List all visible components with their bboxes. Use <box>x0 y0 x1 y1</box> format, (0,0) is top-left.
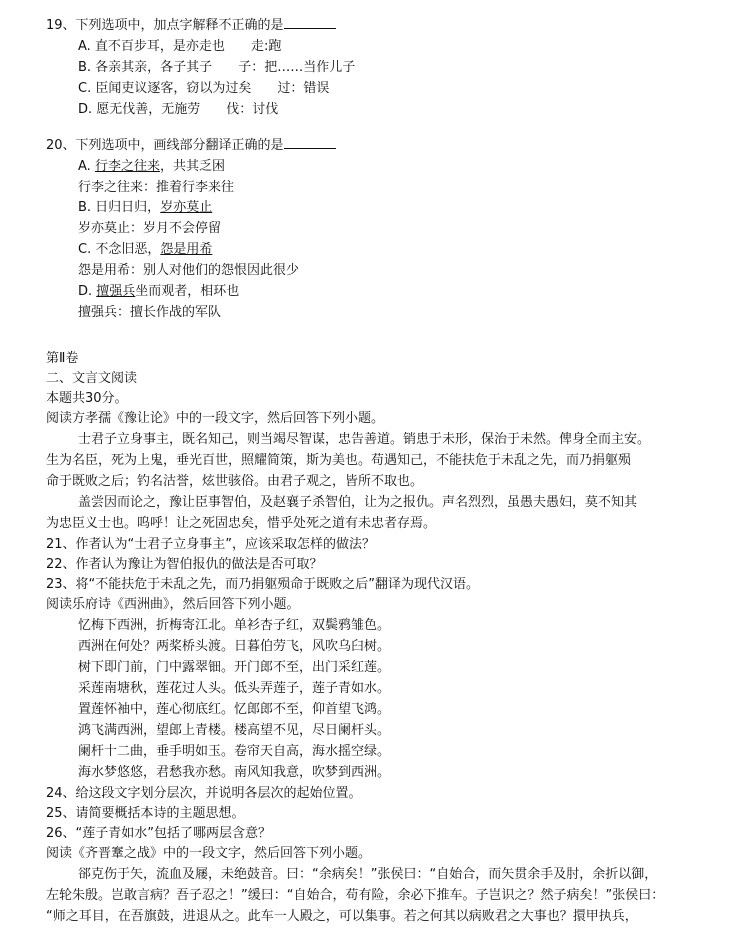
option-text: C. 臣闻吏议逐客，窃以为过矣 <box>78 81 252 96</box>
answer-blank <box>284 16 336 29</box>
poem-line: 海水梦悠悠，君愁我亦愁。南风知我意，吹梦到西洲。 <box>78 765 391 780</box>
passage3-line: “师之耳目，在吾旗鼓，进退从之。此车一人殿之，可以集事。若之何其以病败君之大事也？擐甲执兵， <box>46 909 638 924</box>
q19-option-c <box>78 80 329 98</box>
q19-option-d <box>78 101 278 119</box>
option-prefix: A. <box>78 159 95 174</box>
poem-line: 树下即门前，门中露翠钿。开门郎不至，出门采红莲。 <box>78 660 391 675</box>
q25: 25、请简要概括本诗的主题思想。 <box>46 806 245 821</box>
q20-stem <box>46 136 336 155</box>
q20-translation-b: 岁亦莫止：岁月不会停留 <box>78 221 222 236</box>
q20-option-a <box>78 158 225 176</box>
passage1-line: 生为名臣，死为上鬼，垂光百世，照耀简策，斯为美也。苟遇知己，不能扶危于未乱之先，而乃捐躯殒 <box>46 453 632 468</box>
passage3-line: 左轮朱殷。岂敢言病？吾子忍之！”缓曰：“自始合，苟有险，余必下推车。子岂识之？然子病矣！”张侯曰： <box>46 888 665 903</box>
answer-blank <box>284 136 336 149</box>
passage1-intro: 阅读方孝孺《豫让论》中的一段文字，然后回答下列小题。 <box>46 411 385 426</box>
option-prefix: D. <box>78 284 97 299</box>
q21: 21、作者认为“士君子立身事主”，应该采取怎样的做法？ <box>46 537 376 552</box>
part-heading: 二、文言文阅读 <box>46 371 138 386</box>
q20-option-d <box>78 283 239 301</box>
q20-stem-text: 20、下列选项中，画线部分翻译正确的是 <box>46 138 284 153</box>
q22: 22、作者认为豫让为智伯报仇的做法是否可取？ <box>46 557 323 572</box>
option-text: B. 各亲其亲，各子其子 <box>78 60 213 75</box>
option-note: 过：错误 <box>277 81 330 96</box>
q19-option-a <box>78 38 281 56</box>
q20-translation-c: 怨是用希：别人对他们的怨恨因此很少 <box>78 263 300 278</box>
passage2-intro: 阅读乐府诗《西洲曲》，然后回答下列小题。 <box>46 597 300 612</box>
option-note: 子：把……当作儿子 <box>238 60 356 75</box>
q19-stem-text: 19、下列选项中，加点字解释不正确的是 <box>46 18 284 33</box>
underlined-phrase: 怨是用希 <box>160 242 213 257</box>
underlined-phrase: 行李之往来 <box>94 159 160 174</box>
q24: 24、给这段文字划分层次，并说明各层次的起始位置。 <box>46 786 362 801</box>
q20-translation-d: 擅强兵：擅长作战的军队 <box>78 305 222 320</box>
passage1-line: 命于既败之后；钓名沽誉，炫世骇俗。由君子观之，皆所不取也。 <box>46 474 424 489</box>
q20-option-c <box>78 241 212 259</box>
passage3-intro: 阅读《齐晋鞌之战》中的一段文字，然后回答下列小题。 <box>46 846 372 861</box>
poem-line: 阑杆十二曲，垂手明如玉。卷帘天自高，海水摇空绿。 <box>78 744 391 759</box>
passage1-line: 盖尝因而论之，豫让臣事智伯，及赵襄子杀智伯，让为之报仇。声名烈烈，虽愚夫愚妇，莫不知其 <box>78 495 638 510</box>
score-note: 本题共30分。 <box>46 391 128 406</box>
option-note: 走:跑 <box>250 39 282 54</box>
underlined-phrase: 擅强兵 <box>96 284 136 299</box>
poem-line: 忆梅下西洲，折梅寄江北。单衫杏子红，双鬓鸦雏色。 <box>78 618 391 633</box>
option-text: D. 愿无伐善，无施劳 <box>78 102 201 117</box>
poem-line: 鸿飞满西洲，望郎上青楼。楼高望不见，尽日阑杆头。 <box>78 723 391 738</box>
q20-translation-a: 行李之往来：推着行李来往 <box>78 180 235 195</box>
q23: 23、将“不能扶危于未乱之先，而乃捐躯殒命于既败之后”翻译为现代汉语。 <box>46 577 480 592</box>
underlined-phrase: 岁亦莫止 <box>160 200 213 215</box>
passage3-line: 郤克伤于矢，流血及屦，未绝鼓音。曰：“余病矣！”张侯曰：“自始合，而矢贯余手及肘，余折以御， <box>78 867 658 882</box>
option-note: 伐：讨伐 <box>226 102 279 117</box>
passage1-line: 为忠臣义士也。呜呼！让之死固忠矣，惜乎处死之道有未忠者存焉。 <box>46 516 437 531</box>
q19-option-b <box>78 59 355 77</box>
option-prefix: B. 日归日归， <box>78 200 161 215</box>
option-text: A. 直不百步耳，是亦走也 <box>78 39 225 54</box>
option-prefix: C. 不念旧恶， <box>78 242 161 257</box>
option-suffix: ，共其乏困 <box>159 159 225 174</box>
poem-line: 置莲怀袖中，莲心彻底红。忆郎郎不至，仰首望飞鸿。 <box>78 702 391 717</box>
q20-option-b <box>78 199 212 217</box>
option-suffix: 坐而观者，相环也 <box>135 284 240 299</box>
volume-heading: 第Ⅱ卷 <box>46 351 79 366</box>
poem-line: 采莲南塘秋，莲花过人头。低头弄莲子，莲子青如水。 <box>78 681 391 696</box>
q26: 26、“莲子青如水”包括了哪两层含意？ <box>46 826 272 841</box>
q19-stem <box>46 16 336 35</box>
passage1-line: 士君子立身事主，既名知己，则当竭尽智谋，忠告善道。销患于未形，保治于未然。俾身全而主安。 <box>78 432 651 447</box>
poem-line: 西洲在何处？两桨桥头渡。日暮伯劳飞，风吹乌臼树。 <box>78 639 391 654</box>
